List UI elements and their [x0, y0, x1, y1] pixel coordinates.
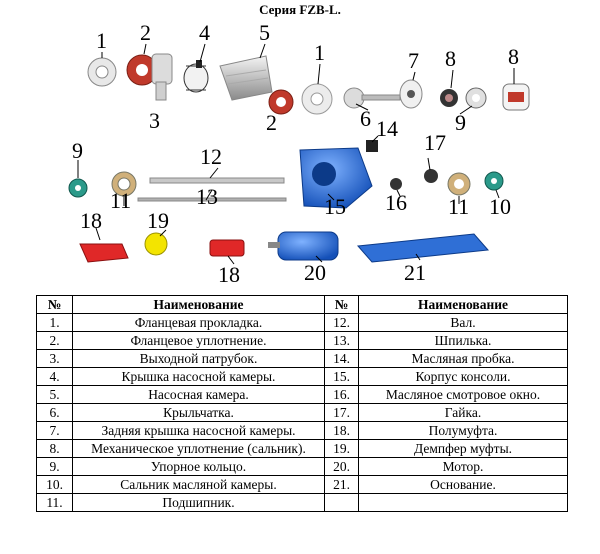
table-row — [37, 314, 568, 332]
row-number: 1. — [37, 314, 73, 332]
table-header-row — [37, 296, 568, 314]
callout: 1 — [314, 40, 325, 65]
col-header-name: Наименование — [359, 296, 568, 314]
table-row — [37, 494, 568, 512]
row-name: Полумуфта. — [359, 422, 568, 440]
row-number: 2. — [37, 332, 73, 350]
row-name: Гайка. — [359, 404, 568, 422]
half-coupling-18 — [80, 244, 128, 262]
row-name: Основание. — [359, 476, 568, 494]
oil-chamber-seal-10 — [485, 172, 503, 190]
table-row — [37, 386, 568, 404]
callout: 15 — [324, 194, 346, 219]
page-title: Серия FZB-L. — [259, 2, 341, 17]
base-frame-21 — [358, 234, 488, 262]
row-name: Мотор. — [359, 458, 568, 476]
row-name: Механическое уплотнение (сальник). — [73, 440, 325, 458]
callout: 2 — [266, 110, 277, 135]
row-number: 20. — [325, 458, 359, 476]
row-number: 18. — [325, 422, 359, 440]
row-number: 9. — [37, 458, 73, 476]
callout: 1 — [96, 28, 107, 53]
row-name: Крышка насосной камеры. — [73, 368, 325, 386]
impeller-6 — [344, 88, 400, 108]
row-number: 3. — [37, 350, 73, 368]
row-number: 10. — [37, 476, 73, 494]
row-name: Масляная пробка. — [359, 350, 568, 368]
row-number: 13. — [325, 332, 359, 350]
row-number — [325, 494, 359, 512]
callout: 14 — [376, 116, 398, 141]
row-number: 19. — [325, 440, 359, 458]
row-number: 5. — [37, 386, 73, 404]
callout: 20 — [304, 260, 326, 285]
motor-20 — [268, 232, 338, 260]
oil-window-16 — [390, 178, 402, 190]
row-name: Выходной патрубок. — [73, 350, 325, 368]
callout: 3 — [149, 108, 160, 133]
outlet-pipe-3 — [152, 54, 172, 100]
pump-chamber-cover-4 — [184, 60, 208, 92]
row-name: Фланцевая прокладка. — [73, 314, 325, 332]
table-row — [37, 350, 568, 368]
callout: 19 — [147, 208, 169, 233]
callout: 8 — [508, 44, 519, 69]
coupling-damper-19 — [145, 233, 167, 255]
table-row — [37, 476, 568, 494]
shaft-12 — [150, 178, 284, 183]
row-number: 11. — [37, 494, 73, 512]
callout: 12 — [200, 144, 222, 169]
callout: 7 — [408, 48, 419, 73]
row-name: Вал. — [359, 314, 568, 332]
row-number: 21. — [325, 476, 359, 494]
callout: 6 — [360, 106, 371, 131]
row-name: Сальник масляной камеры. — [73, 476, 325, 494]
row-name: Масляное смотровое окно. — [359, 386, 568, 404]
row-name: Крыльчатка. — [73, 404, 325, 422]
mech-seal-8 — [440, 89, 458, 107]
table-row — [37, 368, 568, 386]
pump-back-cover-7 — [400, 80, 422, 108]
callout: 10 — [489, 194, 511, 219]
table-row — [37, 332, 568, 350]
callout: 18 — [80, 208, 102, 233]
row-name: Упорное кольцо. — [73, 458, 325, 476]
row-name — [359, 494, 568, 512]
flange-gasket-1 — [88, 58, 116, 86]
callout: 21 — [404, 260, 426, 285]
row-number: 14. — [325, 350, 359, 368]
flange-gasket-1b — [302, 84, 332, 114]
col-header-name: Наименование — [73, 296, 325, 314]
table-body — [37, 314, 568, 512]
exploded-parts-diagram — [0, 18, 600, 290]
row-name: Фланцевое уплотнение. — [73, 332, 325, 350]
col-header-number: № — [37, 296, 73, 314]
row-name: Задняя крышка насосной камеры. — [73, 422, 325, 440]
bearing-11b — [448, 173, 470, 195]
pump-chamber-5 — [220, 56, 272, 100]
row-name: Демпфер муфты. — [359, 440, 568, 458]
row-number: 4. — [37, 368, 73, 386]
table-row — [37, 422, 568, 440]
callout: 5 — [259, 20, 270, 45]
parts-table — [36, 295, 568, 512]
table-row — [37, 404, 568, 422]
callout: 11 — [110, 188, 132, 213]
row-number: 12. — [325, 314, 359, 332]
row-name: Шпилька. — [359, 332, 568, 350]
callout: 9 — [72, 138, 83, 163]
callout: 17 — [424, 130, 446, 155]
callout: 2 — [140, 20, 151, 45]
callout: 18 — [218, 262, 240, 287]
row-number: 7. — [37, 422, 73, 440]
row-name: Насосная камера. — [73, 386, 325, 404]
row-number: 16. — [325, 386, 359, 404]
thrust-ring-9b — [69, 179, 87, 197]
table-row — [37, 458, 568, 476]
callout: 9 — [455, 110, 466, 135]
half-coupling-18b — [210, 240, 244, 256]
row-name: Подшипник. — [73, 494, 325, 512]
nut-17 — [424, 169, 438, 183]
callout: 13 — [196, 184, 218, 209]
callout: 16 — [385, 190, 407, 215]
row-number: 17. — [325, 404, 359, 422]
row-number: 15. — [325, 368, 359, 386]
row-name: Корпус консоли. — [359, 368, 568, 386]
mech-seal-8b — [503, 84, 529, 110]
table-row — [37, 440, 568, 458]
callout: 11 — [448, 194, 470, 219]
row-number: 8. — [37, 440, 73, 458]
row-number: 6. — [37, 404, 73, 422]
col-header-number: № — [325, 296, 359, 314]
callout: 4 — [199, 20, 210, 45]
callout: 8 — [445, 46, 456, 71]
thrust-ring-9 — [466, 88, 486, 108]
